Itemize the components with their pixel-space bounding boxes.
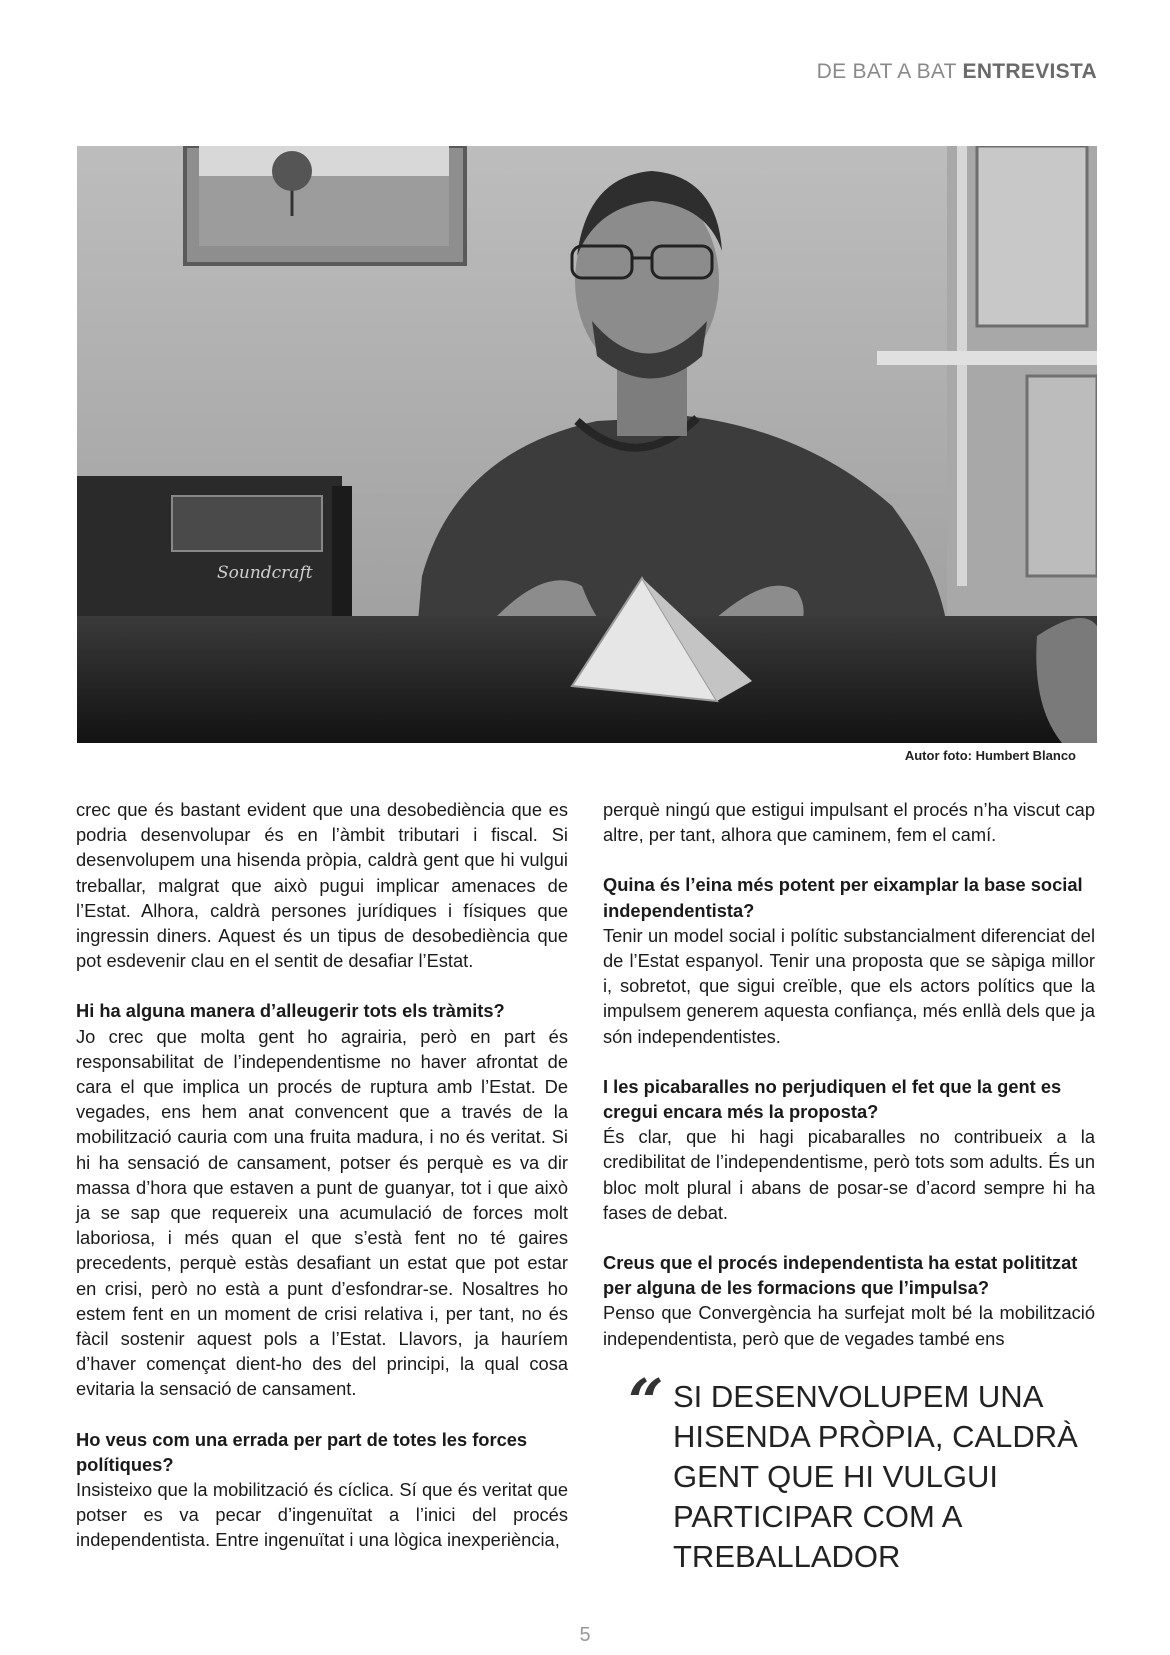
running-header [817,60,1097,84]
paragraph: Tenir un model social i polític substancialment diferenciat del de l’Estat espanyol. Tenir una proposta que se sàpiga millor i, sobretot, que sigui creïble, que els actors polítics que la impulsem generem aquesta confiança, més enllà dels que ja són independentistes. [603,924,1095,1047]
photo-credit: Autor foto: Humbert Blanco [904,748,1076,763]
header-type: ENTREVISTA [962,60,1097,83]
pull-quote-text: SI DESENVOLUPEM UNA HISENDA PRÒPIA, CALDRÀ GENT QUE HI VULGUI PARTICIPAR COM A TREBALLADOR [673,1379,1078,1574]
interview-photo [77,146,1097,743]
soundcraft-box-label: Soundcraft [217,563,313,583]
paragraph: crec que és bastant evident que una desobediència que es podria desenvolupar és en l’àmbit tributari i fiscal. Si desenvolupem una hisenda pròpia, caldrà gent que hi vulgui treballar, malgrat que això pugui implicar amenaces de l’Estat. Alhora, caldrà persones jurídiques i físiques que ingressin diners. Aquest és un tipus de desobediència que pot esdevenir clau en el sentit de desafiar l’Estat. [76,799,568,972]
interview-question: Quina és l’eina més potent per eixamplar la base social independentista? [603,874,1083,921]
paragraph: És clar, que hi hagi picabaralles no contribueix a la credibilitat de l’independentisme, però tots som adults. És un bloc molt plural i abans de posar-se d’acord sempre hi ha fases de debat. [603,1126,1095,1223]
quote-mark-icon: “ [628,1365,664,1438]
header-section: DE BAT A BAT [816,60,957,83]
left-column [76,797,568,1553]
paragraph: Insisteixo que la mobilització és cíclica. Sí que és veritat que potser es va pecar d’ingenuïtat a l’inici del procés independentista. Entre ingenuïtat i una lògica inexperiència, [76,1479,568,1551]
interview-question: Ho veus com una errada per part de totes les forces polítiques? [76,1428,528,1475]
paragraph: Penso que Convergència ha surfejat molt bé la mobilització independentista, però que de vegades també ens [603,1302,1095,1349]
page-number: 5 [579,1624,591,1646]
paragraph: perquè ningú que estigui impulsant el procés n’ha viscut cap altre, per tant, alhora que caminem, fem el camí. [603,799,1095,846]
right-column [603,797,1095,1351]
interview-question: Creus que el procés independentista ha estat polititzat per alguna de les formacions que l’impulsa? [603,1252,1078,1299]
interview-question: I les picabaralles no perjudiquen el fet que la gent es cregui encara més la proposta? [603,1075,1062,1123]
interview-question: Hi ha alguna manera d’alleugerir tots els tràmits? [76,1000,505,1022]
paragraph: Jo crec que molta gent ho agrairia, però en part és responsabilitat de l’independentisme no haver afrontat de cara el que implica un procés de ruptura amb l’Estat. De vegades, ens hem anat convencent que a través de la mobilització cauria com una fruita madura, i no és veritat. Si hi ha sensació de cansament, potser és perquè es va dir massa d’hora que estaven a punt de guanyar, tot i que això ja se sap que requereix una acumulació de forces molt laboriosa, i més quan el que s’està fent no té gaires precedents, perquè estàs desafiant un estat que pot estar en crisi, però no està a punt d’esfondrar-se. Nosaltres ho estem fent en un moment de crisi relativa i, per tant, no és fàcil sostenir aquest pols a l’Estat. Llavors, ja hauríem d’haver començat dient-ho des del principi, la qual cosa evitaria la sensació de cansament. [76,1025,568,1400]
